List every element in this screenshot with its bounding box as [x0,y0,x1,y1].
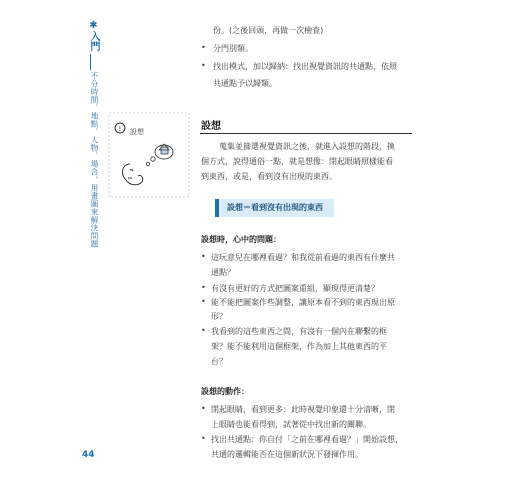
question-line: 這玩意兒在哪裡看過？和我從前看過的東西有什麼共 [211,253,395,262]
illustration-caption: 設想 [130,128,144,136]
bullet-icon: • [201,404,206,413]
sidebar [82,20,100,450]
questions-heading: 設想時，心中的問題： [201,235,281,244]
question-line: 台？ [211,357,227,366]
bullet-icon: • [201,61,206,70]
list-item: 分門別類。 [213,44,253,53]
bullet-icon: • [201,283,206,292]
highlight-box [215,199,334,217]
list-item: 共通點予以歸類。 [213,79,277,88]
star-icon: ✱ [88,20,99,31]
paragraph-line: 到東西，或是，看到沒有出現的東西。 [201,172,337,181]
highlight-text: 設想＝看到沒有出現的東西 [227,203,323,212]
bullet-icon: • [201,297,206,306]
sidebar-title-text: 入門 [88,31,99,51]
thinking-person-illustration [108,112,190,198]
action-line: 共通的邏輯能否在這個新狀況下發揮作用。 [211,450,363,459]
paragraph-line: 個方式，說得通俗一點，就是想像：閉起眼睛照樣能看 [201,157,393,166]
question-line: 能不能把圖案作些調整，讓原本看不到的東西現出原 [211,298,395,307]
sidebar-rule [90,54,91,70]
action-line: 上眼睛也能看得到，試著從中找出新的關聯。 [211,420,371,429]
action-line: 找出共通點：你自付「之前在哪裡看過？」開始設想， [211,435,403,444]
bullet-icon: • [201,252,206,261]
bullet-icon: • [201,43,206,52]
question-line: 通點？ [211,268,235,277]
question-line: 我看到的這些東西之間，有沒有一個內在聯繫的框 [211,327,387,336]
sidebar-title [82,20,100,51]
sidebar-subtitle: 不分時間、地點、人物、場合，用畫圖來解決問題 [90,72,99,248]
list-item: 份。(之後回頭，再做一次檢查) [213,26,324,35]
question-line: 架？能不能利用這個框架，作為加上其他東西的平 [211,342,387,351]
actions-heading: 設想的動作： [201,387,249,396]
list-item: 找出模式，加以歸納：找出視覺資訊的共通點，依照 [213,62,397,71]
action-line: 閉起眼睛，看到更多：此時視覺印象還十分清晰，閉 [211,405,395,414]
section-divider [200,133,412,134]
bullet-icon: • [201,326,206,335]
svg-text:!: ! [118,125,122,133]
page-number: 44 [82,450,95,460]
question-line: 有沒有更好的方式把圖案重組，顯現得更清楚？ [211,284,379,293]
paragraph-line: 蒐集並篩選視覺資訊之後，就進入設想的階段，換 [219,142,395,151]
section-heading: 設想 [201,121,221,132]
question-line: 形？ [211,312,227,321]
bullet-icon: • [201,434,206,443]
